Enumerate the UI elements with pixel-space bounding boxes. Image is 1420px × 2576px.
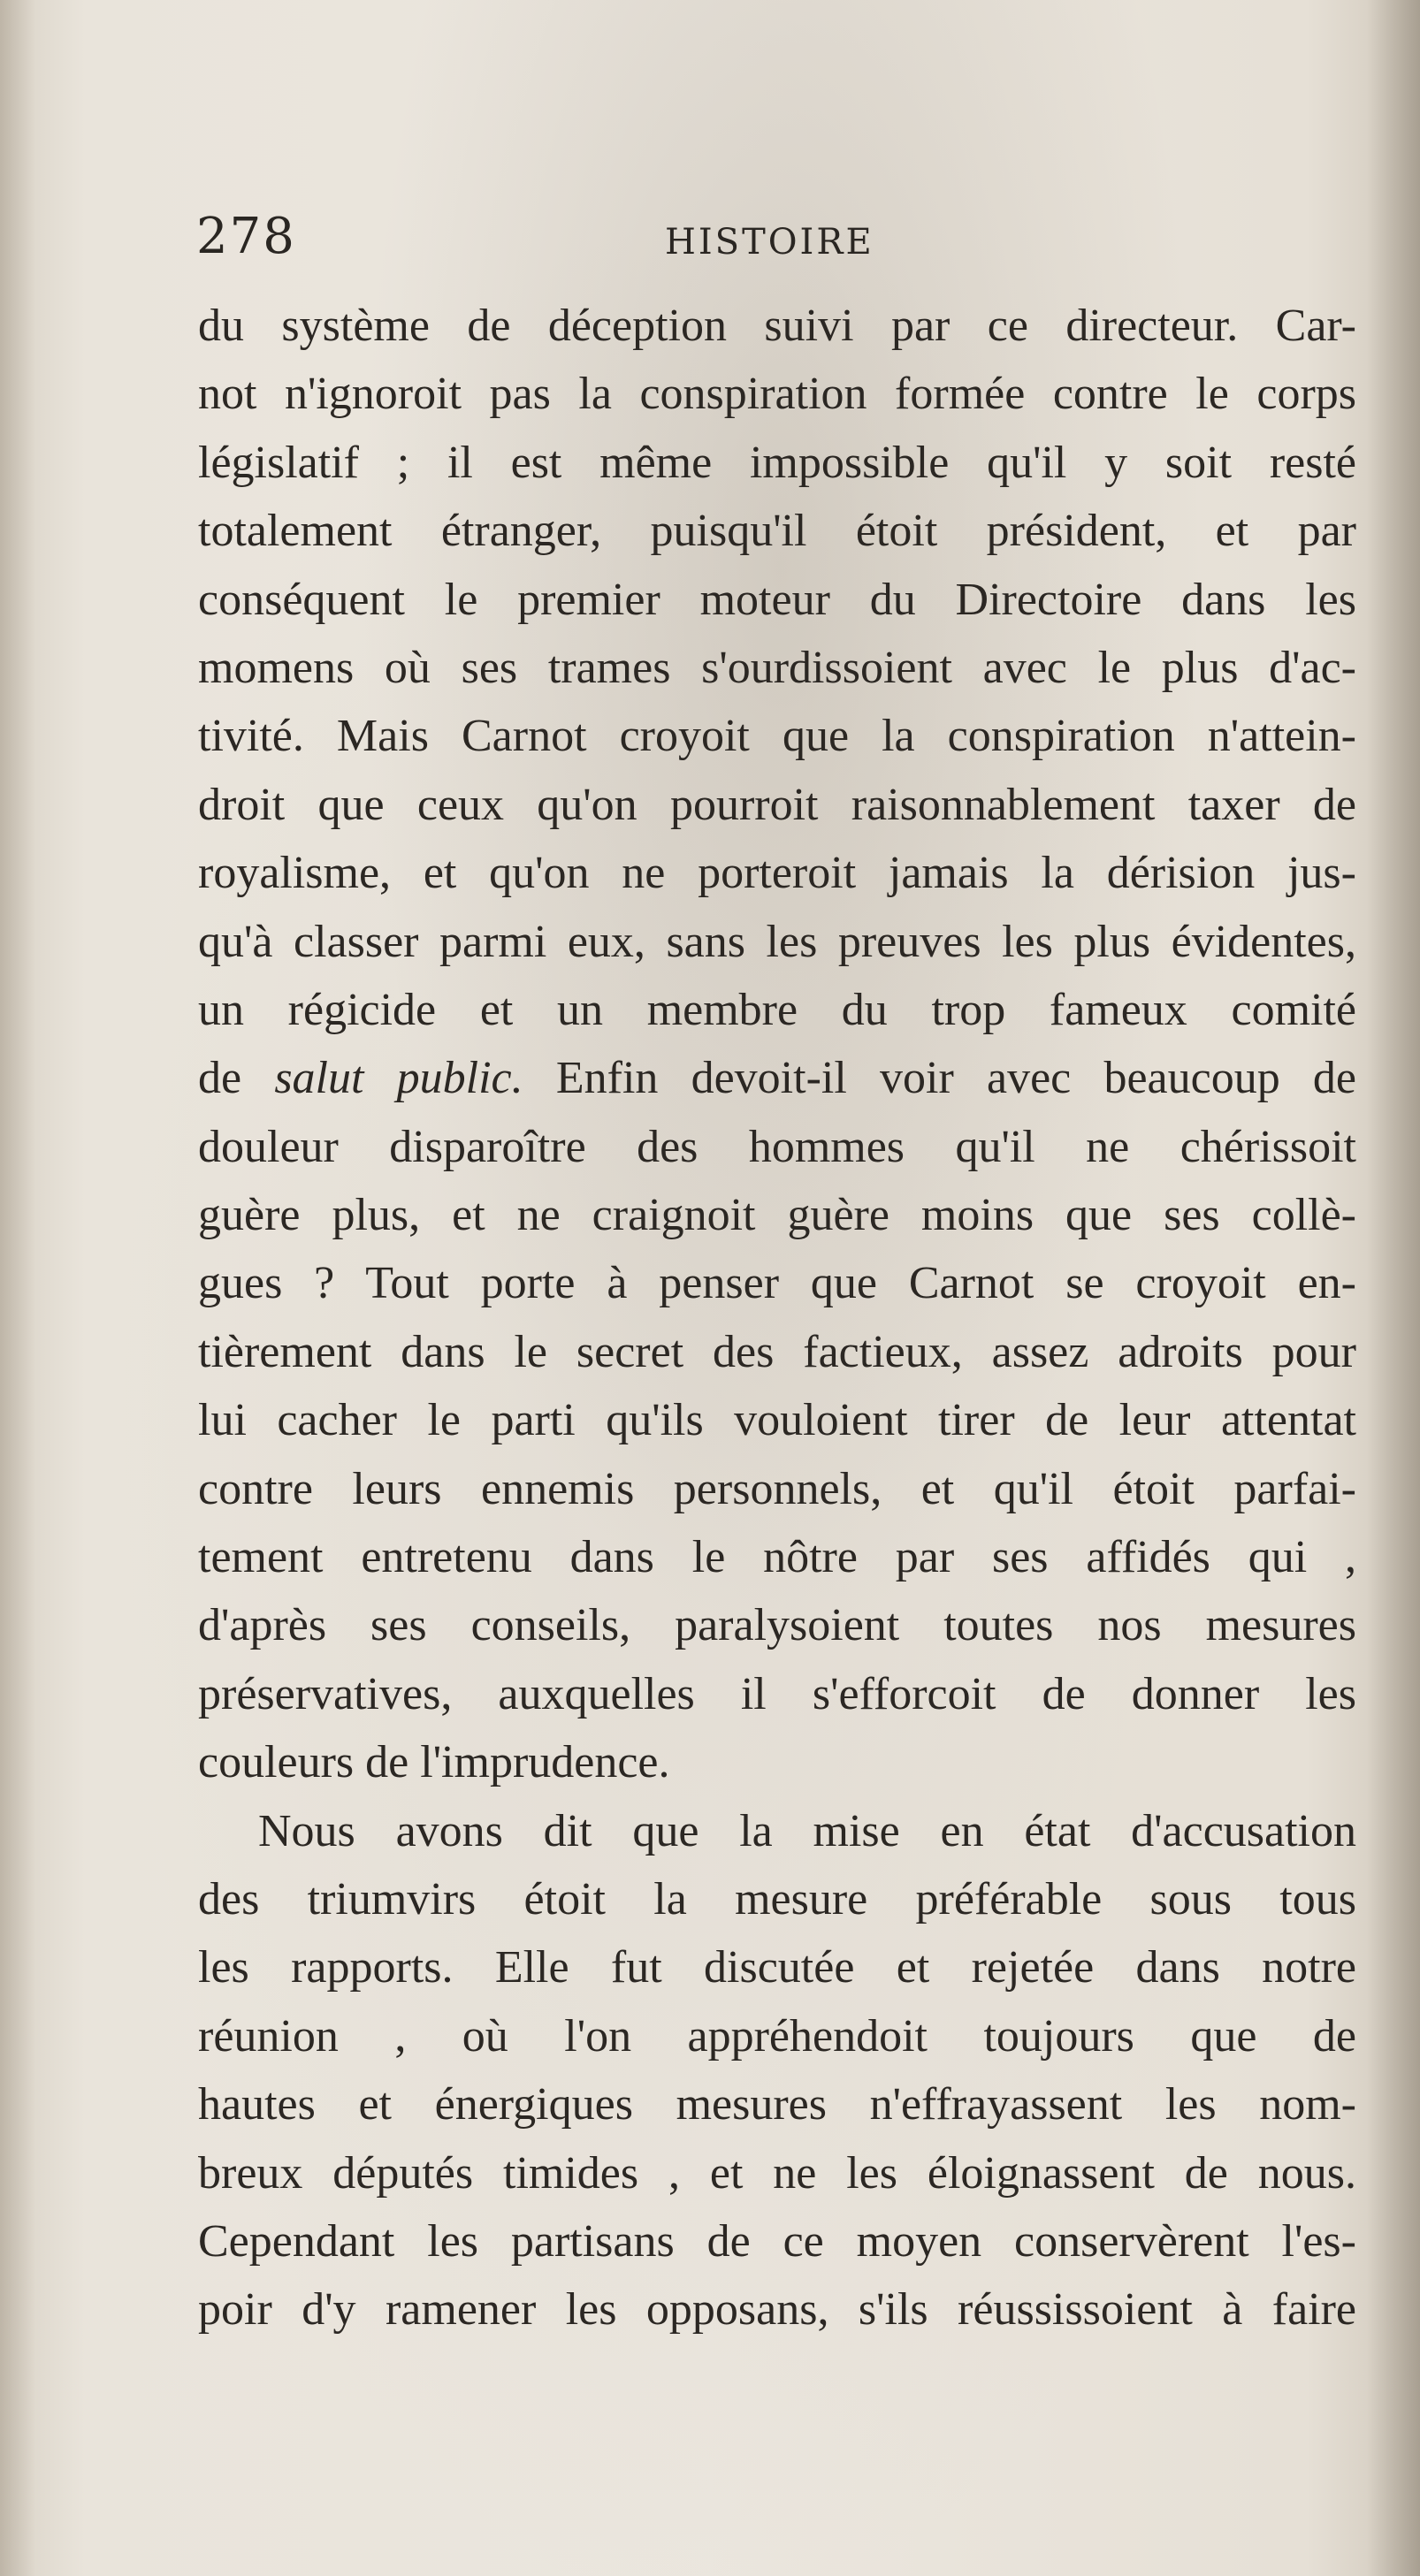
text-line: Cependant les partisans de ce moyen conservèrent l'es-	[198, 2215, 1356, 2267]
text-line: breux députés timides , et ne les éloignassent de nous.	[198, 2147, 1356, 2199]
text-line: législatif ; il est même impossible qu'il y soit resté	[198, 437, 1356, 488]
text-line: poir d'y ramener les opposans, s'ils réussissoient à faire	[198, 2284, 1356, 2336]
text-line: des triumvirs étoit la mesure préférable sous tous	[198, 1873, 1356, 1924]
text-line: réunion , où l'on appréhendoit toujours que de	[198, 2010, 1356, 2062]
text-line: couleurs de l'imprudence.	[198, 1737, 670, 1788]
text-line: tement entretenu dans le nôtre par ses affidés qui ,	[198, 1532, 1356, 1583]
text-line: qu'à classer parmi eux, sans les preuves les plus évidentes,	[198, 916, 1356, 967]
running-head: HISTOIRE	[665, 222, 874, 263]
text-line-with-italic	[198, 1044, 1356, 1112]
text-line: guère plus, et ne craignoit guère moins que ses collè-	[198, 1190, 1356, 1241]
page-edge-shadow-left	[0, 0, 35, 2576]
text-line: d'après ses conseils, paralysoient toutes nos mesures	[198, 1600, 1356, 1651]
text-line: les rapports. Elle fut discutée et rejetée dans notre	[198, 1942, 1356, 1993]
page-header	[196, 208, 1355, 287]
text-line: hautes et énergiques mesures n'effrayassent les nom-	[198, 2079, 1356, 2130]
text-line: du système de déception suivi par ce directeur. Car-	[198, 301, 1356, 351]
text-line: totalement étranger, puisqu'il étoit président, et par	[198, 506, 1356, 557]
text-line: un régicide et un membre du trop fameux comité	[198, 984, 1356, 1035]
line-suffix: Enfin devoit-il voir avec beaucoup de	[523, 1053, 1356, 1104]
body-text	[198, 292, 1356, 2344]
text-line: préservatives, auxquelles il s'efforcoit de donner les	[198, 1668, 1356, 1719]
text-line: not n'ignoroit pas la conspiration formée contre le corps	[198, 369, 1356, 420]
text-line: momens où ses trames s'ourdissoient avec le plus d'ac-	[198, 642, 1356, 693]
line-prefix: de	[198, 1053, 275, 1104]
text-line: douleur disparoître des hommes qu'il ne chérissoit	[198, 1121, 1356, 1172]
page-number: 278	[196, 208, 296, 265]
paragraph-first-line: Nous avons dit que la mise en état d'accusation	[258, 1805, 1356, 1856]
text-line: contre leurs ennemis personnels, et qu'il étoit parfai-	[198, 1463, 1356, 1514]
text-line: royalisme, et qu'on ne porteroit jamais la dérision jus-	[198, 848, 1356, 899]
text-line: droit que ceux qu'on pourroit raisonnablement taxer de	[198, 779, 1356, 830]
text-line: tièrement dans le secret des factieux, assez adroits pour	[198, 1326, 1356, 1377]
italic-phrase: salut public.	[274, 1053, 523, 1104]
text-line: conséquent le premier moteur du Directoire dans les	[198, 574, 1356, 625]
text-line: gues ? Tout porte à penser que Carnot se croyoit en-	[198, 1258, 1356, 1309]
page-edge-shadow-right	[1367, 0, 1420, 2576]
text-line: tivité. Mais Carnot croyoit que la conspiration n'attein-	[198, 711, 1356, 762]
text-line: lui cacher le parti qu'ils vouloient tirer de leur attentat	[198, 1395, 1356, 1446]
